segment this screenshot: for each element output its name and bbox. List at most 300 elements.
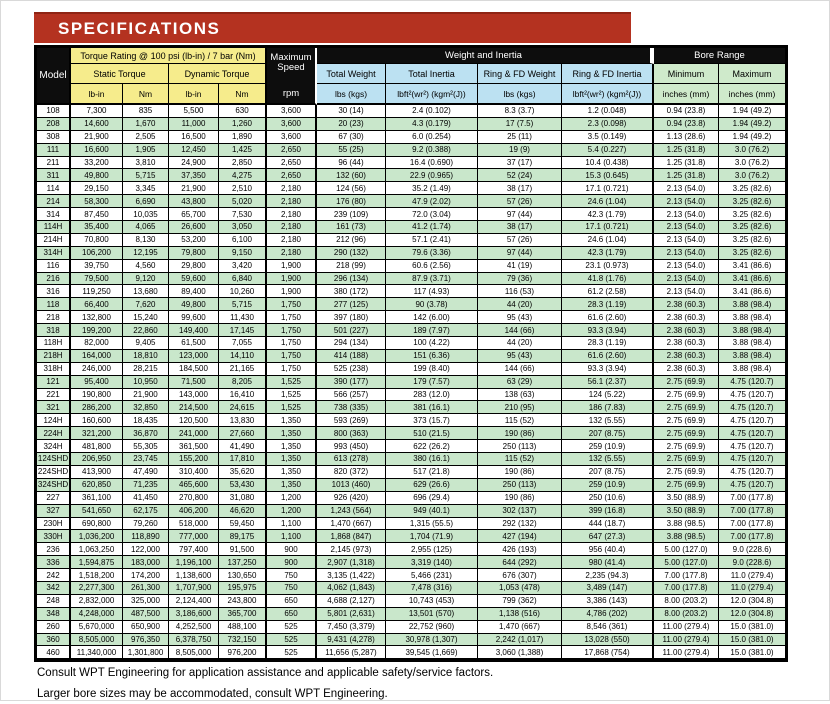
value-cell: 93.3 (3.94) [562,324,654,337]
value-cell: 2.13 (54.0) [654,285,719,298]
value-cell: 119,250 [71,285,123,298]
model-cell: 360 [37,634,71,647]
value-cell: 11,656 (5,287) [317,646,386,659]
value-cell: 17.1 (0.721) [562,182,654,195]
value-cell: 115 (52) [478,414,562,427]
table-row [37,144,785,157]
value-cell: 294 (134) [317,337,386,350]
value-cell: 24,615 [219,401,267,414]
value-cell: 7,478 (316) [386,582,478,595]
value-cell: 1,138,600 [169,569,219,582]
value-cell: 2,145 (973) [317,543,386,556]
model-cell: 111 [37,144,71,157]
value-cell: 8,505,000 [169,646,219,659]
table-row [37,466,785,479]
value-cell: 21,900 [123,389,169,402]
value-cell: 3.88 (98.4) [719,311,785,324]
model-cell: 118 [37,298,71,311]
value-cell: 820 (372) [317,466,386,479]
value-cell: 2,277,300 [71,582,123,595]
value-cell: 42.3 (1.79) [562,247,654,260]
table-row [37,634,785,647]
value-cell: 190,800 [71,389,123,402]
value-cell: 1,868 (847) [317,530,386,543]
value-cell: 3,050 [219,221,267,234]
value-cell: 7,450 (3,379) [317,621,386,634]
table-row [37,646,785,659]
value-cell: 11.00 (279.4) [654,621,719,634]
model-cell: 230H [37,518,71,531]
value-cell: 7,055 [219,337,267,350]
value-cell: 2.13 (54.0) [654,195,719,208]
value-cell: 1,900 [267,273,317,286]
value-cell: 4,062 (1,843) [317,582,386,595]
value-cell: 949 (40.1) [386,505,478,518]
value-cell: 250 (113) [478,440,562,453]
value-cell: 1,350 [267,479,317,492]
value-cell: 214,500 [169,401,219,414]
value-cell: 622 (26.2) [386,440,478,453]
value-cell: 246,000 [71,363,123,376]
value-cell: 41.8 (1.76) [562,273,654,286]
table-row [37,569,785,582]
header-ring-fd-inertia: Ring & FD Inertia [562,64,654,84]
header-total-inertia-unit: lbft²(wr²) (kgm²(J)) [386,84,478,105]
value-cell: 79,500 [71,273,123,286]
value-cell: 1,750 [267,363,317,376]
value-cell: 4.75 (120.7) [719,466,785,479]
value-cell: 3,060 (1,388) [478,646,562,659]
value-cell: 16.4 (0.690) [386,157,478,170]
value-cell: 155,200 [169,453,219,466]
value-cell: 47,490 [123,466,169,479]
value-cell: 56.1 (2.37) [562,376,654,389]
value-cell: 1.13 (28.6) [654,131,719,144]
value-cell: 321,200 [71,427,123,440]
value-cell: 292 (132) [478,518,562,531]
value-cell: 16,410 [219,389,267,402]
value-cell: 1,350 [267,440,317,453]
value-cell: 2.75 (69.9) [654,440,719,453]
value-cell: 10,035 [123,208,169,221]
value-cell: 7,620 [123,298,169,311]
value-cell: 14,110 [219,350,267,363]
value-cell: 18,810 [123,350,169,363]
value-cell: 518,000 [169,518,219,531]
value-cell: 1,301,800 [123,646,169,659]
value-cell: 650 [267,595,317,608]
value-cell: 3.41 (86.6) [719,260,785,273]
table-row [37,530,785,543]
value-cell: 2,650 [267,144,317,157]
value-cell: 1,196,100 [169,556,219,569]
value-cell: 41,450 [123,492,169,505]
value-cell: 37,350 [169,169,219,182]
value-cell: 2.75 (69.9) [654,389,719,402]
value-cell: 190 (86) [478,492,562,505]
value-cell: 35,400 [71,221,123,234]
value-cell: 130,650 [219,569,267,582]
value-cell: 44 (20) [478,298,562,311]
value-cell: 179 (7.57) [386,376,478,389]
value-cell: 15,240 [123,311,169,324]
value-cell: 3.41 (86.6) [719,285,785,298]
value-cell: 41,490 [219,440,267,453]
value-cell: 3.25 (82.6) [719,247,785,260]
value-cell: 1,525 [267,401,317,414]
table-row [37,427,785,440]
value-cell: 1,750 [267,311,317,324]
header-ring-fd-inertia-unit: lbft²(wr²) (kgm²(J)) [562,84,654,105]
value-cell: 41 (19) [478,260,562,273]
value-cell: 186 (7.83) [562,401,654,414]
value-cell: 143,000 [169,389,219,402]
model-cell: 116 [37,260,71,273]
header-static-torque: Static Torque [71,64,169,84]
value-cell: 1,890 [219,131,267,144]
value-cell: 283 (12.0) [386,389,478,402]
value-cell: 58,300 [71,195,123,208]
value-cell: 61.6 (2.60) [562,311,654,324]
value-cell: 0.94 (23.8) [654,105,719,118]
model-cell: 321 [37,401,71,414]
value-cell: 190 (86) [478,427,562,440]
value-cell: 7.00 (177.8) [719,505,785,518]
value-cell: 4.75 (120.7) [719,389,785,402]
table-row [37,376,785,389]
value-cell: 1,525 [267,389,317,402]
value-cell: 5.4 (0.227) [562,144,654,157]
value-cell: 2.3 (0.098) [562,118,654,131]
table-row [37,453,785,466]
model-cell: 324H [37,440,71,453]
value-cell: 9,120 [123,273,169,286]
header-bore-minimum-unit: inches (mm) [654,84,719,105]
value-cell: 1,315 (55.5) [386,518,478,531]
value-cell: 144 (66) [478,363,562,376]
value-cell: 1,707,900 [169,582,219,595]
model-cell: 336 [37,556,71,569]
value-cell: 207 (8.75) [562,466,654,479]
model-cell: 121 [37,376,71,389]
table-row [37,118,785,131]
value-cell: 5,500 [169,105,219,118]
specifications-table [34,45,788,662]
value-cell: 43,800 [169,195,219,208]
value-cell: 16,600 [71,144,123,157]
value-cell: 3,319 (140) [386,556,478,569]
value-cell: 28.3 (1.19) [562,298,654,311]
value-cell: 22.9 (0.965) [386,169,478,182]
value-cell: 190 (86) [478,466,562,479]
specifications-banner [34,12,631,43]
value-cell: 123,000 [169,350,219,363]
table-row [37,389,785,402]
value-cell: 302 (137) [478,505,562,518]
value-cell: 79 (36) [478,273,562,286]
value-cell: 55,305 [123,440,169,453]
value-cell: 100 (4.22) [386,337,478,350]
table-row [37,324,785,337]
value-cell: 11.00 (279.4) [654,646,719,659]
model-cell: 224SHD [37,466,71,479]
value-cell: 1,594,875 [71,556,123,569]
value-cell: 1,750 [267,324,317,337]
value-cell: 17,810 [219,453,267,466]
value-cell: 7,530 [219,208,267,221]
table-row [37,479,785,492]
model-cell: 308 [37,131,71,144]
value-cell: 6,100 [219,234,267,247]
value-cell: 1,350 [267,427,317,440]
value-cell: 66,400 [71,298,123,311]
value-cell: 6,690 [123,195,169,208]
value-cell: 8.00 (203.2) [654,595,719,608]
value-cell: 2,242 (1,017) [478,634,562,647]
header-bore-maximum: Maximum [719,64,785,84]
value-cell: 1,138 (516) [478,608,562,621]
value-cell: 2.13 (54.0) [654,208,719,221]
value-cell: 116 (53) [478,285,562,298]
value-cell: 2.75 (69.9) [654,401,719,414]
value-cell: 53,200 [169,234,219,247]
value-cell: 3.0 (76.2) [719,144,785,157]
value-cell: 1,670 [123,118,169,131]
value-cell: 525 [267,621,317,634]
value-cell: 10,950 [123,376,169,389]
value-cell: 1,470 (667) [478,621,562,634]
value-cell: 60.6 (2.56) [386,260,478,273]
table-row [37,260,785,273]
value-cell: 7.00 (177.8) [654,569,719,582]
value-cell: 1.2 (0.048) [562,105,654,118]
value-cell: 1,350 [267,414,317,427]
value-cell: 4,065 [123,221,169,234]
header-dynamic-nm-unit: Nm [219,84,267,105]
value-cell: 70,800 [71,234,123,247]
value-cell: 2,832,000 [71,595,123,608]
model-cell: 318 [37,324,71,337]
value-cell: 29,150 [71,182,123,195]
value-cell: 250 (113) [478,479,562,492]
table-row [37,195,785,208]
model-cell: 342 [37,582,71,595]
value-cell: 630 [219,105,267,118]
model-cell: 311 [37,169,71,182]
footnote-consult: Consult WPT Engineering for application assistance and applicable safety/service factors. [37,663,493,684]
table-row [37,505,785,518]
table-row [37,556,785,569]
value-cell: 8,546 (361) [562,621,654,634]
model-cell: 260 [37,621,71,634]
value-cell: 1,100 [267,530,317,543]
value-cell: 1.25 (31.8) [654,144,719,157]
value-cell: 900 [267,543,317,556]
table-row [37,208,785,221]
value-cell: 28.3 (1.19) [562,337,654,350]
value-cell: 37 (17) [478,157,562,170]
value-cell: 7.00 (177.8) [719,530,785,543]
value-cell: 1,750 [267,298,317,311]
value-cell: 38 (17) [478,221,562,234]
header-bore-maximum-unit: inches (mm) [719,84,785,105]
value-cell: 2,180 [267,182,317,195]
value-cell: 243,800 [219,595,267,608]
value-cell: 1.94 (49.2) [719,131,785,144]
value-cell: 3,600 [267,118,317,131]
value-cell: 61,500 [169,337,219,350]
value-cell: 647 (27.3) [562,530,654,543]
value-cell: 218 (99) [317,260,386,273]
value-cell: 13,028 (550) [562,634,654,647]
page-title: SPECIFICATIONS [34,19,220,39]
value-cell: 541,650 [71,505,123,518]
value-cell: 380 (16.1) [386,453,478,466]
value-cell: 7.00 (177.8) [719,492,785,505]
value-cell: 44 (20) [478,337,562,350]
table-row [37,285,785,298]
header-maximum-speed [267,48,317,105]
value-cell: 427 (194) [478,530,562,543]
value-cell: 24.6 (1.04) [562,234,654,247]
table-row [37,414,785,427]
value-cell: 161 (73) [317,221,386,234]
header-ring-fd-weight-unit: lbs (kgs) [478,84,562,105]
model-cell: 324SHD [37,479,71,492]
model-cell: 314H [37,247,71,260]
value-cell: 22,752 (960) [386,621,478,634]
value-cell: 13,501 (570) [386,608,478,621]
value-cell: 138 (63) [478,389,562,402]
value-cell: 49,800 [71,169,123,182]
header-bore-range-group: Bore Range [654,48,785,64]
value-cell: 14,600 [71,118,123,131]
value-cell: 361,500 [169,440,219,453]
value-cell: 1,260 [219,118,267,131]
value-cell: 71,235 [123,479,169,492]
value-cell: 239 (109) [317,208,386,221]
value-cell: 132,800 [71,311,123,324]
value-cell: 8.00 (203.2) [654,608,719,621]
model-cell: 327 [37,505,71,518]
value-cell: 79.6 (3.36) [386,247,478,260]
model-cell: 248 [37,595,71,608]
value-cell: 650 [267,608,317,621]
value-cell: 142 (6.00) [386,311,478,324]
value-cell: 399 (16.8) [562,505,654,518]
value-cell: 2.75 (69.9) [654,414,719,427]
value-cell: 11.0 (279.4) [719,582,785,595]
value-cell: 59,450 [219,518,267,531]
value-cell: 7,300 [71,105,123,118]
header-torque-rating-group: Torque Rating @ 100 psi (lb-in) / 7 bar (Nm) [71,48,267,64]
value-cell: 89,175 [219,530,267,543]
value-cell: 800 (363) [317,427,386,440]
value-cell: 980 (41.4) [562,556,654,569]
model-cell: 211 [37,157,71,170]
value-cell: 481,800 [71,440,123,453]
value-cell: 63 (29) [478,376,562,389]
model-cell: 208 [37,118,71,131]
value-cell: 17 (7.5) [478,118,562,131]
value-cell: 57 (26) [478,234,562,247]
value-cell: 381 (16.1) [386,401,478,414]
table-row [37,492,785,505]
value-cell: 1,900 [267,285,317,298]
value-cell: 4,275 [219,169,267,182]
value-cell: 413,900 [71,466,123,479]
footnotes [37,663,493,704]
table-row [37,157,785,170]
value-cell: 11,000 [169,118,219,131]
value-cell: 6.0 (0.254) [386,131,478,144]
value-cell: 23,745 [123,453,169,466]
value-cell: 96 (44) [317,157,386,170]
value-cell: 106,200 [71,247,123,260]
table-row [37,273,785,286]
value-cell: 2.38 (60.3) [654,363,719,376]
value-cell: 87,450 [71,208,123,221]
value-cell: 1,750 [267,337,317,350]
value-cell: 3.88 (98.4) [719,298,785,311]
value-cell: 89,400 [169,285,219,298]
value-cell: 3,600 [267,105,317,118]
header-static-lb-in-unit: lb-in [71,84,123,105]
value-cell: 1.25 (31.8) [654,169,719,182]
table-row [37,401,785,414]
model-cell: 218 [37,311,71,324]
header-total-inertia: Total Inertia [386,64,478,84]
value-cell: 525 [267,634,317,647]
value-cell: 3,600 [267,131,317,144]
value-cell: 2,650 [267,157,317,170]
value-cell: 956 (40.4) [562,543,654,556]
value-cell: 6,840 [219,273,267,286]
value-cell: 487,500 [123,608,169,621]
table-row [37,608,785,621]
value-cell: 259 (10.9) [562,440,654,453]
model-cell: 214H [37,234,71,247]
value-cell: 67 (30) [317,131,386,144]
value-cell: 1,518,200 [71,569,123,582]
value-cell: 296 (134) [317,273,386,286]
value-cell: 261,300 [123,582,169,595]
value-cell: 993 (450) [317,440,386,453]
value-cell: 137,250 [219,556,267,569]
model-cell: 227 [37,492,71,505]
value-cell: 4,786 (202) [562,608,654,621]
value-cell: 1,350 [267,466,317,479]
header-rpm-unit: rpm [267,88,315,103]
value-cell: 5.00 (127.0) [654,543,719,556]
value-cell: 270,800 [169,492,219,505]
value-cell: 183,000 [123,556,169,569]
value-cell: 1,100 [267,518,317,531]
value-cell: 3,810 [123,157,169,170]
value-cell: 10.4 (0.438) [562,157,654,170]
value-cell: 57 (26) [478,195,562,208]
value-cell: 4.75 (120.7) [719,414,785,427]
value-cell: 525 (238) [317,363,386,376]
value-cell: 87.9 (3.71) [386,273,478,286]
value-cell: 13,680 [123,285,169,298]
value-cell: 2.13 (54.0) [654,247,719,260]
value-cell: 696 (29.4) [386,492,478,505]
value-cell: 2.38 (60.3) [654,324,719,337]
value-cell: 3.50 (88.9) [654,492,719,505]
value-cell: 39,750 [71,260,123,273]
value-cell: 414 (188) [317,350,386,363]
